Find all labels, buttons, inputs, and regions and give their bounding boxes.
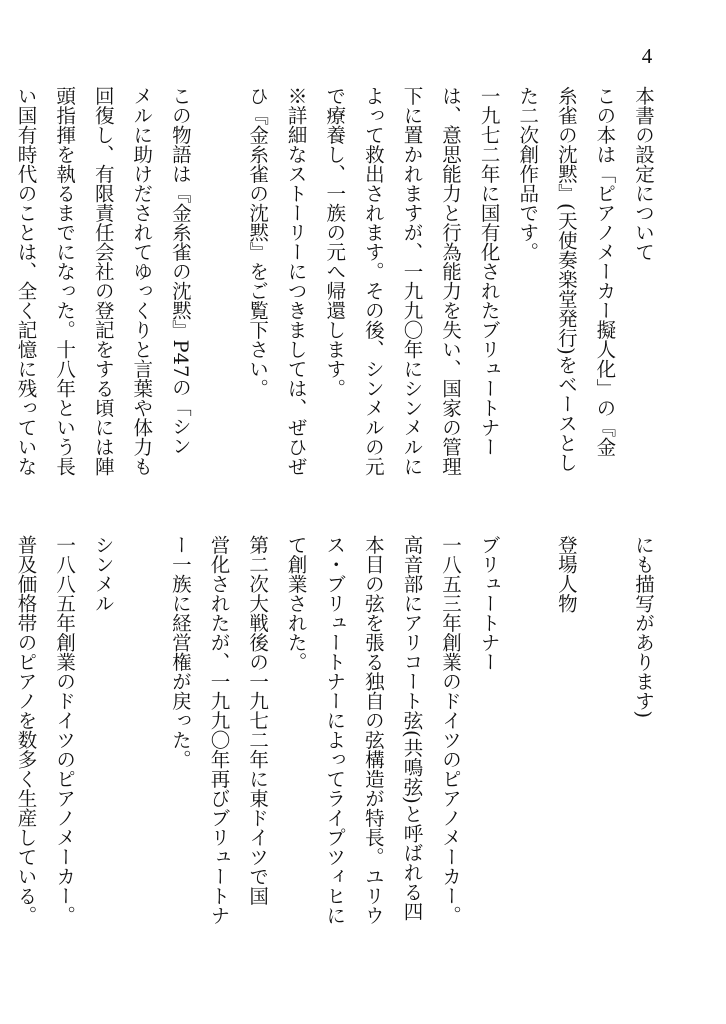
text-line: よって救出されます。その後、シンメルの元 — [361, 86, 385, 476]
text-line: て創業された。 — [284, 535, 308, 672]
text-line — [0, 86, 6, 506]
text-line: 頭指揮を執るまでになった。十八年という長 — [53, 86, 77, 476]
text-line: い国有時代のことは、全く記憶に残っていな — [14, 86, 38, 476]
section-heading: 本書の設定について — [632, 86, 655, 262]
text-line: 営化されたが、一九九〇年再びブリュートナ — [207, 535, 231, 925]
characters-section — [14, 535, 662, 1005]
text-line: にも描写があります) — [632, 535, 655, 719]
text-line: で療養し、一族の元へ帰還します。 — [323, 86, 347, 398]
text-line: ス・ブリュートナーによってライプツィヒに — [323, 535, 347, 925]
text-line: 高音部にアリコート弦(共鳴弦)と呼ばれる四 — [400, 535, 424, 921]
blank-line — [585, 535, 624, 1005]
text-line: 一八五三年創業のドイツのピアノメーカー。 — [439, 535, 463, 925]
text-line: 回復し、有限責任会社の登記をする頃には陣 — [91, 86, 115, 476]
text-line: 一八八五年創業のドイツのピアノメーカー。 — [53, 535, 77, 925]
text-line: は、意思能力と行為能力を失い、国家の管理 — [439, 86, 463, 476]
text-line: 本目の弦を張る独自の弦構造が特長。ユリウ — [361, 535, 385, 925]
text-line — [0, 535, 6, 1005]
blank-line — [199, 86, 238, 506]
text-line: 一九七二年に国有化されたブリュートナー — [477, 86, 501, 457]
text-line: ひ『金糸雀の沈黙』をご覧下さい。 — [246, 86, 270, 398]
text-line: 第二次大戦後の一九七二年に東ドイツで国 — [246, 535, 270, 906]
characters-heading: 登場人物 — [554, 535, 578, 613]
page-number: 4 — [641, 44, 653, 68]
text-line: ※詳細なストーリーにつきましては、ぜひぜ — [284, 86, 308, 476]
settings-section — [14, 86, 662, 506]
text-line: この本は「ピアノメーカー擬人化」の『金 — [593, 86, 617, 457]
character-name-schimmel: シンメル — [91, 535, 115, 613]
text-line: 糸雀の沈黙』(天使奏楽堂発行)をベースとし — [554, 86, 578, 472]
text-line: メルに助けだされてゆっくりと言葉や体力も — [130, 86, 154, 476]
text-line: 下に置かれますが、一九九〇年にシンメルに — [400, 86, 424, 476]
text-line: ー一族に経営権が戻った。 — [168, 535, 192, 769]
text-line: この物語は『金糸雀の沈黙』P47の「シン — [168, 86, 192, 456]
text-line: た二次創作品です。 — [516, 86, 540, 262]
character-name-bluthner: ブリュートナー — [477, 535, 501, 672]
blank-line — [508, 535, 547, 1005]
text-line: 普及価格帯のピアノを数多く生産している。 — [14, 535, 38, 925]
blank-line — [122, 535, 161, 1005]
